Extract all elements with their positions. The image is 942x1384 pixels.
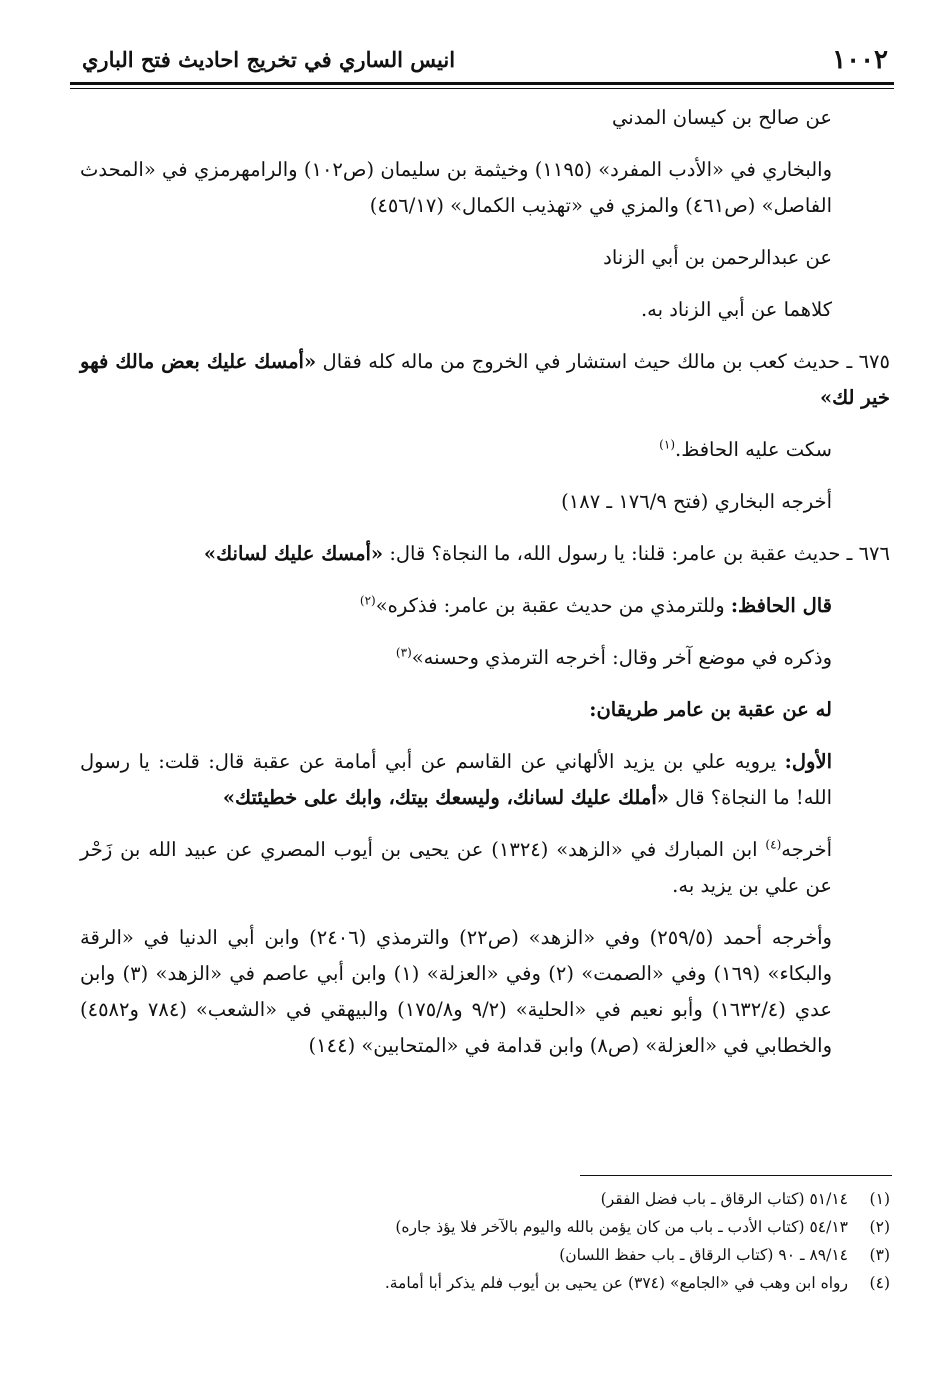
akhrajahu: أخرجه [781,838,832,861]
section-heading: له عن عقبة بن عامر طريقان: [589,698,832,721]
hafiz-silent: سكت عليه الحافظ. [675,438,832,461]
running-header [70,38,894,82]
hadith-676-quote: «أمسك عليك لسانك» [203,542,384,565]
footnote-number: (١) [869,1190,890,1208]
footnote [80,1241,890,1269]
hadith-675 [80,344,890,416]
footnotes [80,1185,890,1297]
hadith-676 [80,536,890,572]
main-text [80,100,890,1080]
footnote-ref-1: (١) [659,437,675,452]
page-number: ١٠٠٢ [832,45,888,75]
paragraph [80,588,890,624]
running-title: انيس الساري في تخريج احاديث فتح الباري [82,47,456,72]
footnote [80,1213,890,1241]
hadith-675-text: ٦٧٥ ـ حديث كعب بن مالك حيث استشار في الخروج من ماله كله فقال [316,350,890,373]
paragraph [80,432,890,468]
footnote-number: (٢) [869,1218,890,1236]
footnote-number: (٤) [869,1274,890,1292]
paragraph: عن عبدالرحمن بن أبي الزناد [603,246,832,269]
header-rule-thin [70,88,894,89]
footnote-number: (٣) [869,1246,890,1264]
header-rule-thick [70,82,894,85]
footnote-ref-4: (٤) [765,837,782,852]
footnote-text: رواه ابن وهب في «الجامع» (٣٧٤) عن يحيى بن أيوب فلم يذكر أبا أمامة. [384,1274,848,1292]
paragraph [80,744,890,816]
paragraph: وأخرجه أحمد (٢٥٩/٥) وفي «الزهد» (ص٢٢) والترمذي (٢٤٠٦) وابن أبي الدنيا في «الرقة والبكاء» (١٦٩) وفي «الصمت» (٢) وفي «العزلة» (١) وابن أبي عاصم في «الزهد» (٣) وابن عدي (١٦٣٢/٤) وأبو نعيم في «الحلية» (٩/٢ و١٧٥/٨) والبيهقي في «الشعب» (٧٨٤ و٤٥٨٢) والخطابي في «العزلة» (ص٨) وابن قدامة في «المتحابين» (١٤٤) [80,926,833,1057]
footnote-ref-3: (٣) [395,645,412,660]
hadith-675-quote: «أمسك عليك بعض مالك فهو خير لك» [80,350,890,409]
first-path-label: الأول: [784,750,832,773]
footnote-separator [580,1175,892,1176]
footnote-text: ٥١/١٤ (كتاب الرقاق ـ باب فضل الفقر) [600,1190,848,1208]
first-path-text: يرويه علي بن يزيد الألهاني عن القاسم عن أبي أمامة عن عقبة قال: قلت: يا رسول الله! ما النجاة؟ قال [80,750,832,809]
footnote [80,1269,890,1297]
paragraph: والبخاري في «الأدب المفرد» (١١٩٥) وخيثمة بن سليمان (ص١٠٢) والرامهرمزي في «المحدث الفاصل» (ص٤٦١) والمزي في «تهذيب الكمال» (٤٥٦/١٧) [80,158,832,217]
paragraph: أخرجه البخاري (فتح ١٧٦/٩ ـ ١٨٧) [561,490,832,513]
footnote-text: ٨٩/١٤ ـ ٩٠ (كتاب الرقاق ـ باب حفظ اللسان) [559,1246,848,1264]
paragraph: عن صالح بن كيسان المدني [612,106,832,129]
footnote-ref-2: (٢) [359,593,376,608]
other-place-text: وذكره في موضع آخر وقال: أخرجه الترمذي وحسنه» [411,646,832,669]
footnote [80,1185,890,1213]
paragraph: كلاهما عن أبي الزناد به. [640,298,832,321]
qal-label: قال الحافظ: [730,594,832,617]
first-path-quote: «أملك عليك لسانك، وليسعك بيتك، وابك على خطيئتك» [222,786,669,809]
footnote-text: ٥٤/١٣ (كتاب الأدب ـ باب من كان يؤمن بالله واليوم بالآخر فلا يؤذ جاره) [395,1218,848,1236]
mubarak-text: ابن المبارك في «الزهد» (١٣٢٤) عن يحيى بن أيوب المصري عن عبيد الله بن زَحْر عن علي بن يزيد به. [80,838,832,897]
paragraph [80,832,890,904]
qal-text: وللترمذي من حديث عقبة بن عامر: فذكره» [375,594,731,617]
hadith-676-text: ٦٧٦ ـ حديث عقبة بن عامر: قلنا: يا رسول الله، ما النجاة؟ قال: [383,542,890,565]
paragraph [80,640,890,676]
